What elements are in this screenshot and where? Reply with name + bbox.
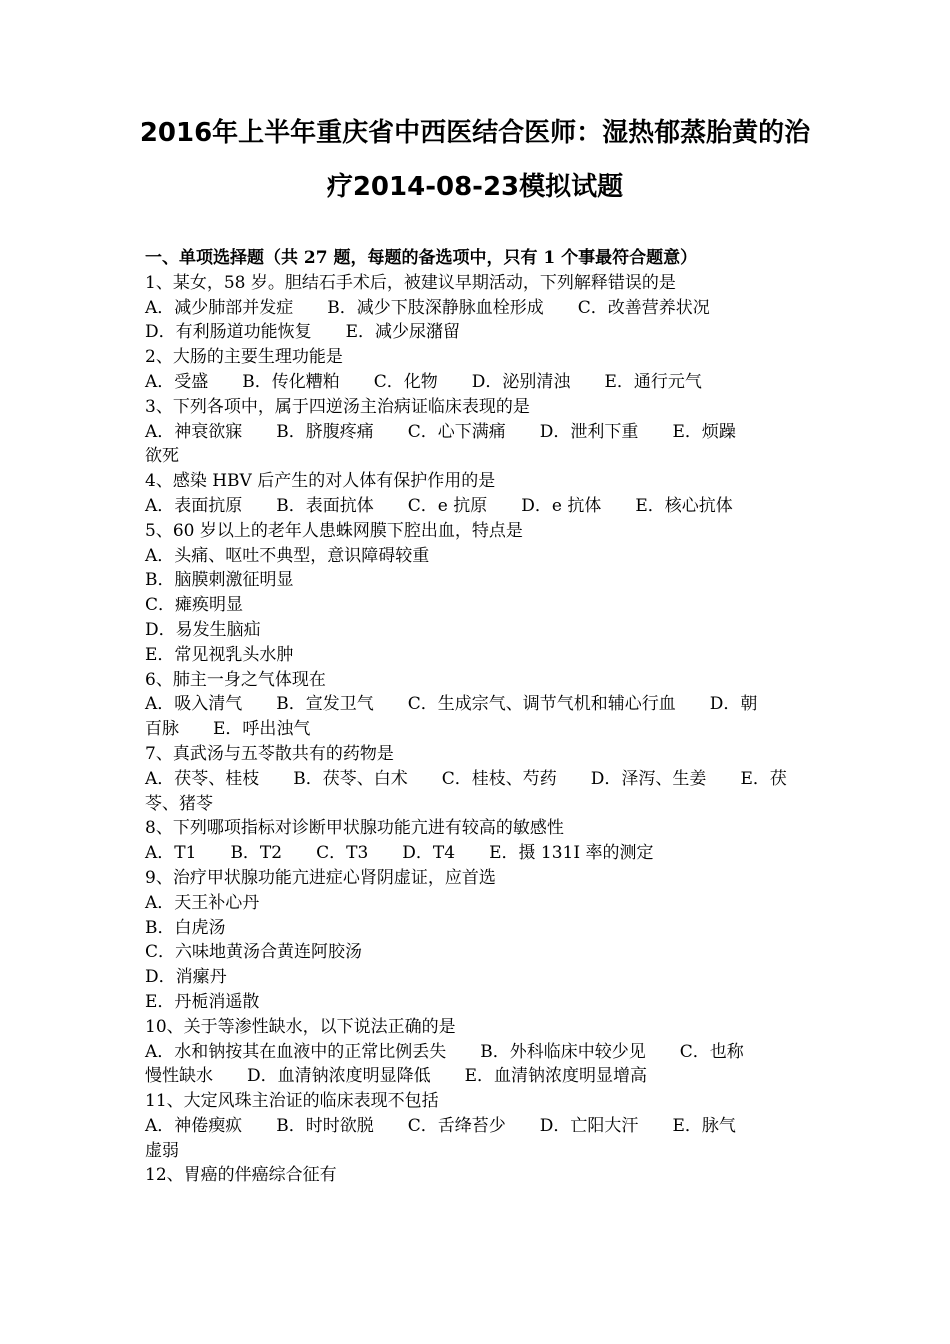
answer-option: 苓、猪苓 xyxy=(145,793,213,814)
document-title-line-1: 2016年上半年重庆省中西医结合医师：湿热郁蒸胎黄的治 xyxy=(139,118,811,148)
question-stem: 3、下列各项中，属于四逆汤主治病证临床表现的是 xyxy=(145,396,530,417)
question-stem: 9、治疗甲状腺功能亢进症心肾阴虚证，应首选 xyxy=(145,867,496,888)
answer-option: A．减少肺部并发症 xyxy=(145,297,294,318)
answer-option: E．常见视乳头水肿 xyxy=(145,644,294,665)
option-line xyxy=(145,420,810,445)
answer-option: 欲死 xyxy=(145,446,179,467)
answer-option: E．摄 131I 率的测定 xyxy=(489,843,654,864)
option-line xyxy=(145,792,810,817)
answer-option: D．血清钠浓度明显降低 xyxy=(247,1066,431,1087)
question-stem: 2、大肠的主要生理功能是 xyxy=(145,347,343,368)
answer-option: D．T4 xyxy=(402,843,456,864)
answer-option: E．核心抗体 xyxy=(635,495,733,516)
answer-option: D．e 抗体 xyxy=(521,495,602,516)
question-stem: 7、真武汤与五苓散共有的药物是 xyxy=(145,743,394,764)
question-list xyxy=(145,246,810,1188)
answer-option: C．e 抗原 xyxy=(407,495,488,516)
answer-option: A．T1 xyxy=(145,843,197,864)
answer-option: E．脉气 xyxy=(672,1115,736,1136)
answer-option: 慢性缺水 xyxy=(145,1066,213,1087)
answer-option: B．脐腹疼痛 xyxy=(276,421,374,442)
answer-option: A．受盛 xyxy=(145,371,209,392)
answer-option: B．脑膜刺激征明显 xyxy=(145,570,294,591)
answer-option: B．表面抗体 xyxy=(276,495,374,516)
option-line xyxy=(145,940,810,965)
option-line xyxy=(145,965,810,990)
answer-option: D．泄利下重 xyxy=(539,421,639,442)
answer-option: A．神衰欲寐 xyxy=(145,421,243,442)
option-line xyxy=(145,618,810,643)
answer-option: C．桂枝、芍药 xyxy=(441,768,557,789)
answer-option: E．减少尿潴留 xyxy=(345,322,461,343)
answer-option: A．水和钠按其在血液中的正常比例丢失 xyxy=(145,1041,447,1062)
answer-option: D．泌别清浊 xyxy=(471,371,571,392)
question-stem: 8、下列哪项指标对诊断甲状腺功能亢进有较高的敏感性 xyxy=(145,818,564,839)
option-line xyxy=(145,643,810,668)
option-line xyxy=(145,494,810,519)
option-line xyxy=(145,990,810,1015)
option-line xyxy=(145,767,810,792)
option-line xyxy=(145,593,810,618)
option-line xyxy=(145,1040,810,1065)
question-stem: 12、胃癌的伴癌综合征有 xyxy=(145,1165,337,1186)
answer-option: D．消瘰丹 xyxy=(145,967,227,988)
answer-option: E．茯 xyxy=(740,768,787,789)
answer-option: B．宣发卫气 xyxy=(276,694,374,715)
document-title-line-2: 疗2014-08-23模拟试题 xyxy=(326,172,624,202)
option-line xyxy=(145,717,810,742)
option-line xyxy=(145,1114,810,1139)
option-line xyxy=(145,841,810,866)
answer-option: A．神倦瘈疭 xyxy=(145,1115,243,1136)
answer-option: E．呼出浊气 xyxy=(213,719,311,740)
answer-option: B．传化糟粕 xyxy=(242,371,340,392)
answer-option: C．舌绛苔少 xyxy=(407,1115,506,1136)
option-line xyxy=(145,296,810,321)
answer-option: B．T2 xyxy=(230,843,283,864)
answer-option: E．烦躁 xyxy=(672,421,736,442)
option-line xyxy=(145,444,810,469)
answer-option: 虚弱 xyxy=(145,1140,179,1161)
answer-option: C．也称 xyxy=(679,1041,744,1062)
answer-option: A．天王补心丹 xyxy=(145,892,260,913)
answer-option: C．六味地黄汤合黄连阿胶汤 xyxy=(145,942,363,963)
question-stem: 4、感染 HBV 后产生的对人体有保护作用的是 xyxy=(145,471,496,492)
answer-option: A．头痛、呕吐不典型，意识障碍较重 xyxy=(145,545,430,566)
answer-option: C．T3 xyxy=(316,843,369,864)
option-line xyxy=(145,568,810,593)
option-line xyxy=(145,891,810,916)
answer-option: C．化物 xyxy=(373,371,438,392)
answer-option: C．改善营养状况 xyxy=(577,297,710,318)
option-line xyxy=(145,1064,810,1089)
option-line xyxy=(145,1139,810,1164)
answer-option: 百脉 xyxy=(145,719,179,740)
option-line xyxy=(145,544,810,569)
question-stem: 6、肺主一身之气体现在 xyxy=(145,669,326,690)
answer-option: D．易发生脑疝 xyxy=(145,619,261,640)
answer-option: A．吸入清气 xyxy=(145,694,243,715)
question-stem: 10、关于等渗性缺水，以下说法正确的是 xyxy=(145,1016,456,1037)
answer-option: C．瘫痪明显 xyxy=(145,595,244,616)
option-line xyxy=(145,916,810,941)
answer-option: D．朝 xyxy=(709,694,758,715)
answer-option: D．泽泻、生姜 xyxy=(590,768,707,789)
section-heading: 一、单项选择题（共 27 题，每题的备选项中，只有 1 个事最符合题意） xyxy=(145,248,698,268)
question-stem: 5、60 岁以上的老年人患蛛网膜下腔出血，特点是 xyxy=(145,520,523,541)
question-stem: 11、大定风珠主治证的临床表现不包括 xyxy=(145,1091,439,1112)
option-line xyxy=(145,320,810,345)
answer-option: C．心下满痛 xyxy=(407,421,506,442)
answer-option: B．减少下肢深静脉血栓形成 xyxy=(327,297,544,318)
answer-option: B．时时欲脱 xyxy=(276,1115,374,1136)
answer-option: E．丹栀消遥散 xyxy=(145,991,260,1012)
answer-option: D．亡阳大汗 xyxy=(539,1115,639,1136)
answer-option: E．通行元气 xyxy=(604,371,702,392)
answer-option: C．生成宗气、调节气机和辅心行血 xyxy=(407,694,676,715)
answer-option: D．有利肠道功能恢复 xyxy=(145,322,312,343)
answer-option: B．茯苓、白术 xyxy=(293,768,408,789)
option-line xyxy=(145,692,810,717)
question-stem: 1、某女，58 岁。胆结石手术后，被建议早期活动，下列解释错误的是 xyxy=(145,272,676,293)
answer-option: B．白虎汤 xyxy=(145,917,226,938)
answer-option: A．表面抗原 xyxy=(145,495,243,516)
answer-option: E．血清钠浓度明显增高 xyxy=(464,1066,648,1087)
answer-option: A．茯苓、桂枝 xyxy=(145,768,260,789)
option-line xyxy=(145,370,810,395)
answer-option: B．外科临床中较少见 xyxy=(480,1041,646,1062)
